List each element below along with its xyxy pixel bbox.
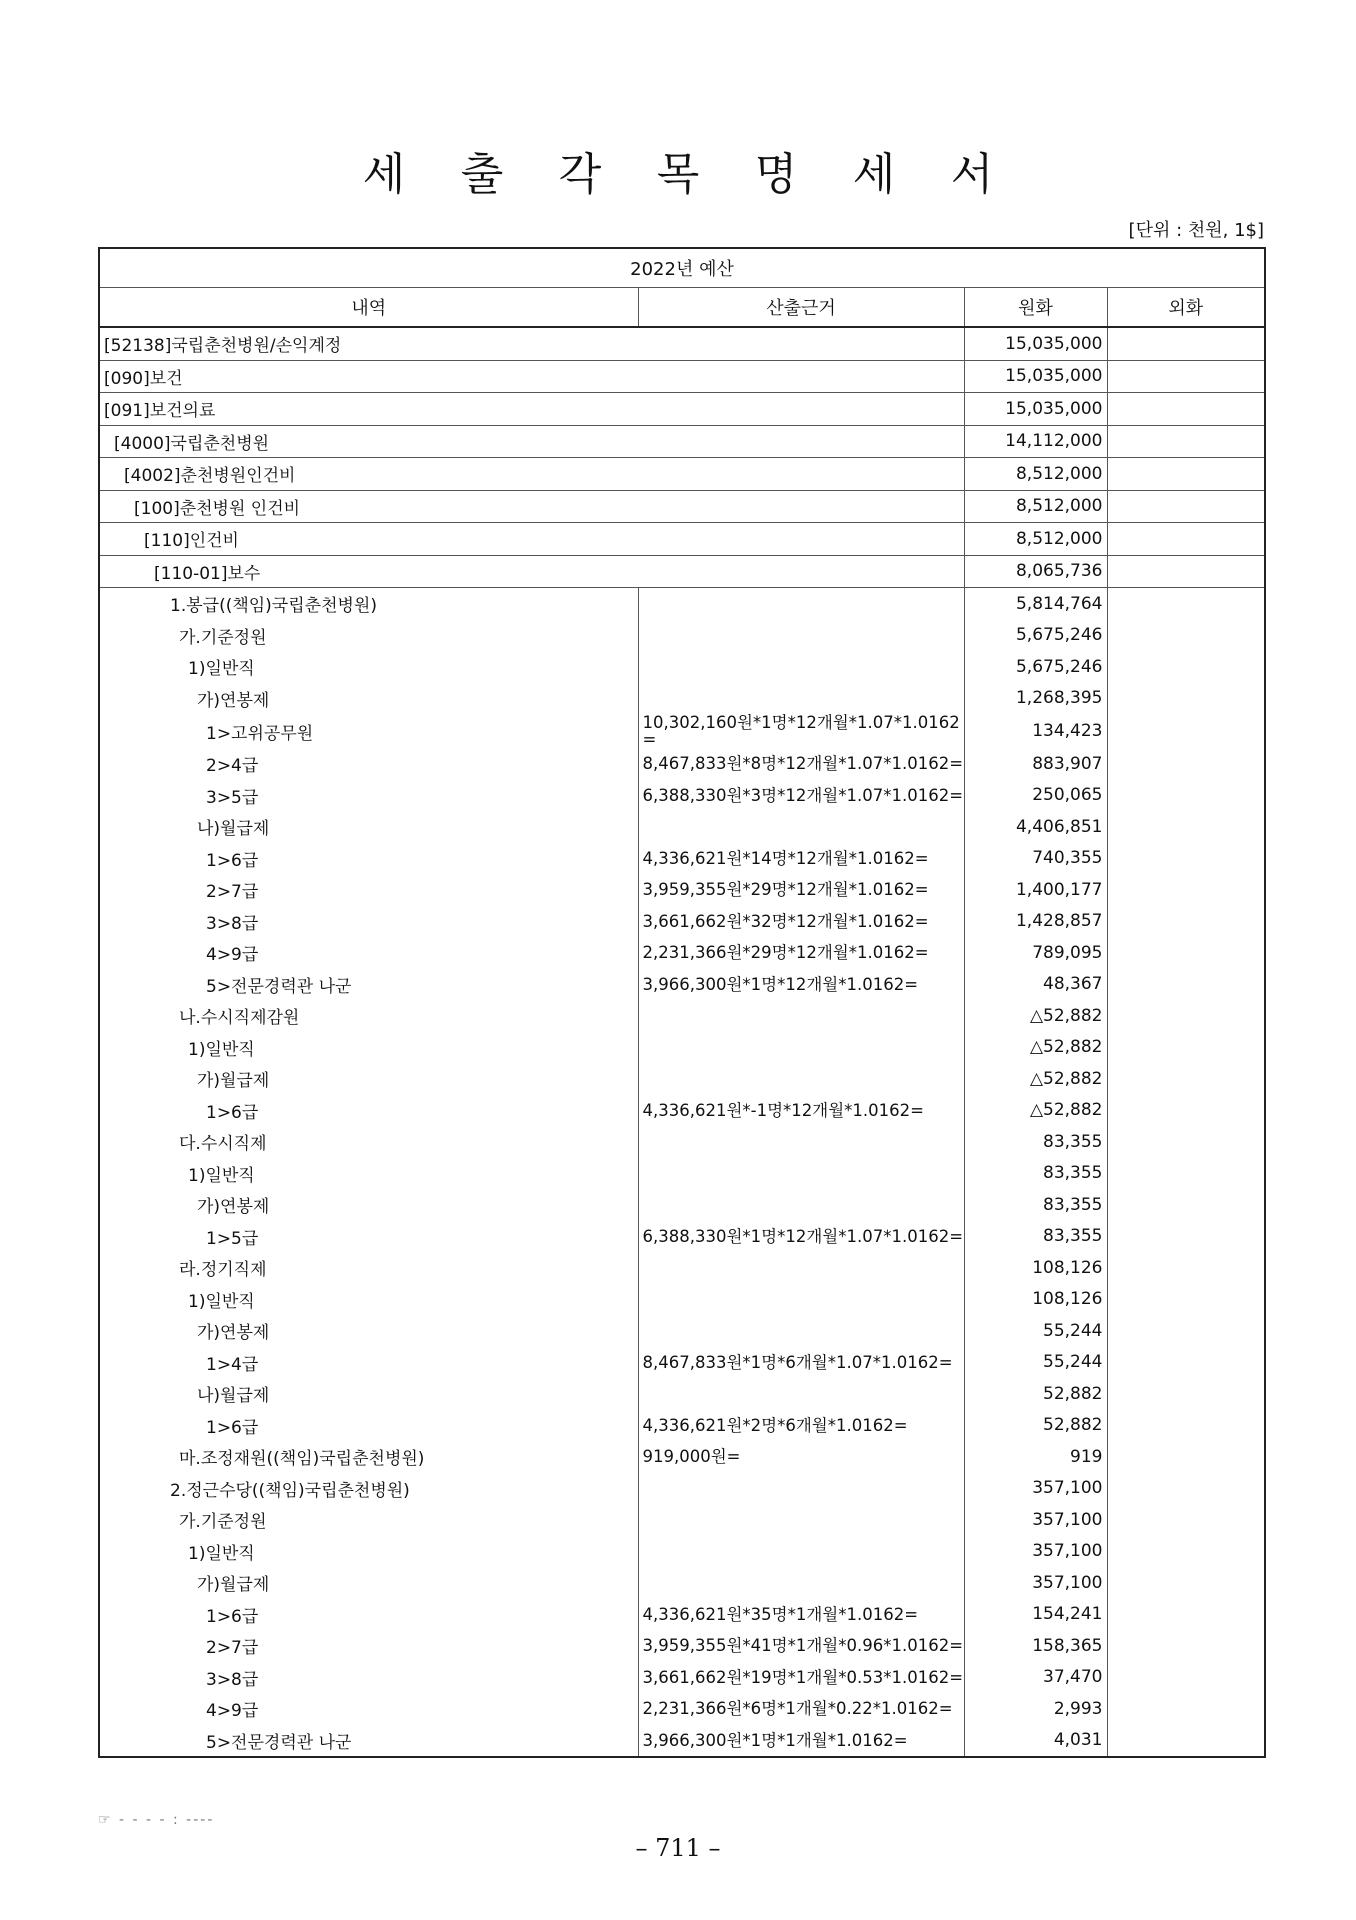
row-basis: [638, 1032, 964, 1064]
row-krw: 134,423: [964, 714, 1107, 748]
row-krw: 15,035,000: [964, 327, 1107, 360]
row-fx: [1107, 1095, 1265, 1127]
row-basis: 6,388,330원*1명*12개월*1.07*1.0162=: [638, 1221, 964, 1253]
row-fx: [1107, 327, 1265, 360]
table-row: [99, 1000, 1265, 1032]
row-desc: 2>7급: [99, 1630, 638, 1662]
table-row: [99, 969, 1265, 1001]
budget-year-header: 2022년 예산: [99, 248, 1265, 288]
row-fx: [1107, 1000, 1265, 1032]
table-row: [99, 843, 1265, 875]
row-basis: [638, 1126, 964, 1158]
row-krw: 83,355: [964, 1189, 1107, 1221]
table-row: [99, 811, 1265, 843]
title-char: 세: [852, 149, 896, 200]
row-fx: [1107, 874, 1265, 906]
table-row: [99, 1252, 1265, 1284]
row-basis: [638, 1473, 964, 1505]
table-row: [99, 360, 1265, 393]
table-row: [99, 1063, 1265, 1095]
row-krw: 789,095: [964, 937, 1107, 969]
row-desc: 4>9급: [99, 1693, 638, 1725]
row-desc: 가.기준정원: [99, 620, 638, 652]
row-basis: 4,336,621원*2명*6개월*1.0162=: [638, 1410, 964, 1442]
table-row: [99, 1284, 1265, 1316]
table-row: [99, 425, 1265, 458]
footnote: ☞ - - - - : ----: [98, 1812, 215, 1828]
title-char: 목: [656, 149, 700, 200]
row-desc: 3>8급: [99, 1662, 638, 1694]
table-row: [99, 1630, 1265, 1662]
table-row: [99, 1599, 1265, 1631]
row-desc: 가)연봉제: [99, 1189, 638, 1221]
column-header-desc: 내역: [99, 288, 638, 328]
row-basis: [638, 1252, 964, 1284]
row-basis: [638, 1536, 964, 1568]
row-krw: 83,355: [964, 1126, 1107, 1158]
row-fx: [1107, 748, 1265, 780]
row-krw: 55,244: [964, 1347, 1107, 1379]
row-krw: 883,907: [964, 748, 1107, 780]
row-basis: 8,467,833원*1명*6개월*1.07*1.0162=: [638, 1347, 964, 1379]
column-header-krw: 원화: [964, 288, 1107, 328]
row-basis: [638, 1284, 964, 1316]
table-row: [99, 937, 1265, 969]
row-basis: [638, 1567, 964, 1599]
row-fx: [1107, 1189, 1265, 1221]
table-row: [99, 1693, 1265, 1725]
row-krw: 919: [964, 1441, 1107, 1473]
row-krw: 55,244: [964, 1315, 1107, 1347]
row-desc: [090]보건: [99, 360, 964, 393]
table-row: [99, 1347, 1265, 1379]
table-row: [99, 1032, 1265, 1064]
row-krw: 4,031: [964, 1725, 1107, 1758]
table-row: [99, 1410, 1265, 1442]
row-krw: 357,100: [964, 1567, 1107, 1599]
row-desc: 1>고위공무원: [99, 714, 638, 748]
row-fx: [1107, 1662, 1265, 1694]
table-row: [99, 1536, 1265, 1568]
row-basis: [638, 1315, 964, 1347]
row-basis: [638, 1158, 964, 1190]
row-krw: 357,100: [964, 1473, 1107, 1505]
title-char: 출: [460, 149, 504, 200]
row-desc: 나)월급제: [99, 1378, 638, 1410]
unit-label: [단위 : 천원, 1$]: [1128, 220, 1264, 241]
row-desc: 나)월급제: [99, 811, 638, 843]
row-krw: 2,993: [964, 1693, 1107, 1725]
row-basis: [638, 1189, 964, 1221]
row-basis: 3,661,662원*32명*12개월*1.0162=: [638, 906, 964, 938]
row-desc: 1.봉급((책임)국립춘천병원): [99, 588, 638, 620]
row-krw: 357,100: [964, 1504, 1107, 1536]
row-desc: 1)일반직: [99, 651, 638, 683]
table-row: [99, 1315, 1265, 1347]
row-desc: 1>4급: [99, 1347, 638, 1379]
row-desc: [100]춘천병원 인건비: [99, 490, 964, 523]
row-krw: 1,268,395: [964, 683, 1107, 715]
row-desc: [52138]국립춘천병원/손익계정: [99, 327, 964, 360]
row-basis: [638, 620, 964, 652]
table-row: [99, 1378, 1265, 1410]
row-fx: [1107, 588, 1265, 620]
row-basis: [638, 1504, 964, 1536]
row-krw: 5,675,246: [964, 651, 1107, 683]
row-desc: 1)일반직: [99, 1536, 638, 1568]
row-basis: 4,336,621원*14명*12개월*1.0162=: [638, 843, 964, 875]
row-krw: 250,065: [964, 780, 1107, 812]
row-fx: [1107, 1315, 1265, 1347]
row-desc: 다.수시직제: [99, 1126, 638, 1158]
row-fx: [1107, 714, 1265, 748]
row-fx: [1107, 1504, 1265, 1536]
row-krw: 740,355: [964, 843, 1107, 875]
row-desc: 1>6급: [99, 1095, 638, 1127]
table-row: [99, 1189, 1265, 1221]
row-fx: [1107, 1630, 1265, 1662]
row-desc: 5>전문경력관 나군: [99, 969, 638, 1001]
row-fx: [1107, 906, 1265, 938]
row-krw: 8,065,736: [964, 555, 1107, 588]
row-desc: 1)일반직: [99, 1032, 638, 1064]
row-krw: 8,512,000: [964, 523, 1107, 556]
row-fx: [1107, 780, 1265, 812]
row-basis: [638, 1000, 964, 1032]
row-krw: 48,367: [964, 969, 1107, 1001]
row-krw: 158,365: [964, 1630, 1107, 1662]
row-fx: [1107, 1158, 1265, 1190]
row-desc: 나.수시직제감원: [99, 1000, 638, 1032]
row-fx: [1107, 1126, 1265, 1158]
row-fx: [1107, 360, 1265, 393]
row-krw: △52,882: [964, 1095, 1107, 1127]
row-krw: 37,470: [964, 1662, 1107, 1694]
row-basis: 10,302,160원*1명*12개월*1.07*1.0162 =: [638, 714, 964, 748]
row-desc: 3>5급: [99, 780, 638, 812]
row-fx: [1107, 555, 1265, 588]
row-basis: [638, 1378, 964, 1410]
row-desc: 2>4급: [99, 748, 638, 780]
row-krw: 5,814,764: [964, 588, 1107, 620]
table-row: [99, 523, 1265, 556]
row-desc: 1>6급: [99, 1599, 638, 1631]
row-fx: [1107, 1567, 1265, 1599]
row-krw: △52,882: [964, 1032, 1107, 1064]
row-basis: 4,336,621원*35명*1개월*1.0162=: [638, 1599, 964, 1631]
row-basis: 3,966,300원*1명*12개월*1.0162=: [638, 969, 964, 1001]
row-desc: [4000]국립춘천병원: [99, 425, 964, 458]
row-fx: [1107, 969, 1265, 1001]
table-row: [99, 490, 1265, 523]
row-fx: [1107, 651, 1265, 683]
row-krw: 14,112,000: [964, 425, 1107, 458]
row-basis: 2,231,366원*6명*1개월*0.22*1.0162=: [638, 1693, 964, 1725]
row-fx: [1107, 1063, 1265, 1095]
row-fx: [1107, 843, 1265, 875]
title-char: 각: [558, 149, 602, 200]
row-fx: [1107, 1284, 1265, 1316]
row-krw: 8,512,000: [964, 490, 1107, 523]
table-row: [99, 1567, 1265, 1599]
row-fx: [1107, 1378, 1265, 1410]
row-krw: 15,035,000: [964, 360, 1107, 393]
row-basis: 4,336,621원*-1명*12개월*1.0162=: [638, 1095, 964, 1127]
row-fx: [1107, 1410, 1265, 1442]
column-header-basis: 산출근거: [638, 288, 964, 328]
row-fx: [1107, 937, 1265, 969]
column-header-fx: 외화: [1107, 288, 1265, 328]
row-desc: 3>8급: [99, 906, 638, 938]
row-basis: 8,467,833원*8명*12개월*1.07*1.0162=: [638, 748, 964, 780]
row-fx: [1107, 1725, 1265, 1758]
table-row: [99, 1662, 1265, 1694]
row-desc: 가)월급제: [99, 1063, 638, 1095]
row-desc: 1)일반직: [99, 1284, 638, 1316]
table-row: [99, 1441, 1265, 1473]
table-row: [99, 1158, 1265, 1190]
row-fx: [1107, 1599, 1265, 1631]
row-basis: [638, 683, 964, 715]
row-fx: [1107, 425, 1265, 458]
row-krw: 83,355: [964, 1158, 1107, 1190]
row-fx: [1107, 1032, 1265, 1064]
table-row: [99, 588, 1265, 620]
table-row: [99, 327, 1265, 360]
row-desc: 1>6급: [99, 843, 638, 875]
row-basis: 919,000원=: [638, 1441, 964, 1473]
row-basis: [638, 651, 964, 683]
table-row: [99, 780, 1265, 812]
row-krw: △52,882: [964, 1000, 1107, 1032]
row-basis: 3,959,355원*41명*1개월*0.96*1.0162=: [638, 1630, 964, 1662]
row-krw: 108,126: [964, 1284, 1107, 1316]
row-basis: 3,661,662원*19명*1개월*0.53*1.0162=: [638, 1662, 964, 1694]
row-fx: [1107, 458, 1265, 491]
row-desc: 라.정기직제: [99, 1252, 638, 1284]
row-basis: 6,388,330원*3명*12개월*1.07*1.0162=: [638, 780, 964, 812]
row-krw: 1,400,177: [964, 874, 1107, 906]
row-fx: [1107, 1536, 1265, 1568]
row-desc: 5>전문경력관 나군: [99, 1725, 638, 1758]
table-row: [99, 555, 1265, 588]
row-desc: 1>5급: [99, 1221, 638, 1253]
row-desc: 가)월급제: [99, 1567, 638, 1599]
row-basis: 3,959,355원*29명*12개월*1.0162=: [638, 874, 964, 906]
row-desc: 가)연봉제: [99, 683, 638, 715]
row-desc: [4002]춘천병원인건비: [99, 458, 964, 491]
row-krw: 83,355: [964, 1221, 1107, 1253]
row-krw: 357,100: [964, 1536, 1107, 1568]
table-row: [99, 1221, 1265, 1253]
table-row: [99, 1095, 1265, 1127]
page-number: – 711 –: [635, 1834, 721, 1862]
row-krw: 52,882: [964, 1378, 1107, 1410]
row-desc: 마.조정재원((책임)국립춘천병원): [99, 1441, 638, 1473]
row-krw: 52,882: [964, 1410, 1107, 1442]
row-desc: 가.기준정원: [99, 1504, 638, 1536]
table-row: [99, 683, 1265, 715]
table-row: [99, 393, 1265, 426]
row-krw: 108,126: [964, 1252, 1107, 1284]
table-row: [99, 458, 1265, 491]
row-fx: [1107, 683, 1265, 715]
budget-table-body: [99, 327, 1265, 1757]
row-fx: [1107, 1221, 1265, 1253]
row-desc: 4>9급: [99, 937, 638, 969]
table-row: [99, 1725, 1265, 1758]
table-row: [99, 748, 1265, 780]
row-desc: 1>6급: [99, 1410, 638, 1442]
page-title: [0, 138, 1356, 202]
row-desc: 가)연봉제: [99, 1315, 638, 1347]
table-row: [99, 651, 1265, 683]
row-desc: [110]인건비: [99, 523, 964, 556]
title-char: 서: [950, 149, 994, 200]
row-fx: [1107, 1347, 1265, 1379]
row-fx: [1107, 1252, 1265, 1284]
row-fx: [1107, 393, 1265, 426]
budget-table: [98, 247, 1266, 1758]
row-fx: [1107, 523, 1265, 556]
row-krw: 15,035,000: [964, 393, 1107, 426]
row-fx: [1107, 1693, 1265, 1725]
row-krw: 4,406,851: [964, 811, 1107, 843]
title-char: 세: [362, 149, 406, 200]
row-basis: [638, 1063, 964, 1095]
row-fx: [1107, 811, 1265, 843]
table-row: [99, 714, 1265, 748]
row-basis: [638, 588, 964, 620]
row-krw: 154,241: [964, 1599, 1107, 1631]
table-row: [99, 1504, 1265, 1536]
row-krw: 8,512,000: [964, 458, 1107, 491]
table-row: [99, 906, 1265, 938]
row-desc: 2>7급: [99, 874, 638, 906]
row-basis: 3,966,300원*1명*1개월*1.0162=: [638, 1725, 964, 1758]
table-row: [99, 1473, 1265, 1505]
row-fx: [1107, 620, 1265, 652]
table-row: [99, 620, 1265, 652]
row-basis: [638, 811, 964, 843]
row-krw: 1,428,857: [964, 906, 1107, 938]
row-fx: [1107, 1473, 1265, 1505]
row-desc: [091]보건의료: [99, 393, 964, 426]
row-desc: [110-01]보수: [99, 555, 964, 588]
row-desc: 1)일반직: [99, 1158, 638, 1190]
row-fx: [1107, 1441, 1265, 1473]
row-basis: 2,231,366원*29명*12개월*1.0162=: [638, 937, 964, 969]
row-fx: [1107, 490, 1265, 523]
row-krw: △52,882: [964, 1063, 1107, 1095]
row-krw: 5,675,246: [964, 620, 1107, 652]
row-desc: 2.정근수당((책임)국립춘천병원): [99, 1473, 638, 1505]
table-row: [99, 1126, 1265, 1158]
title-char: 명: [754, 149, 798, 200]
table-row: [99, 874, 1265, 906]
